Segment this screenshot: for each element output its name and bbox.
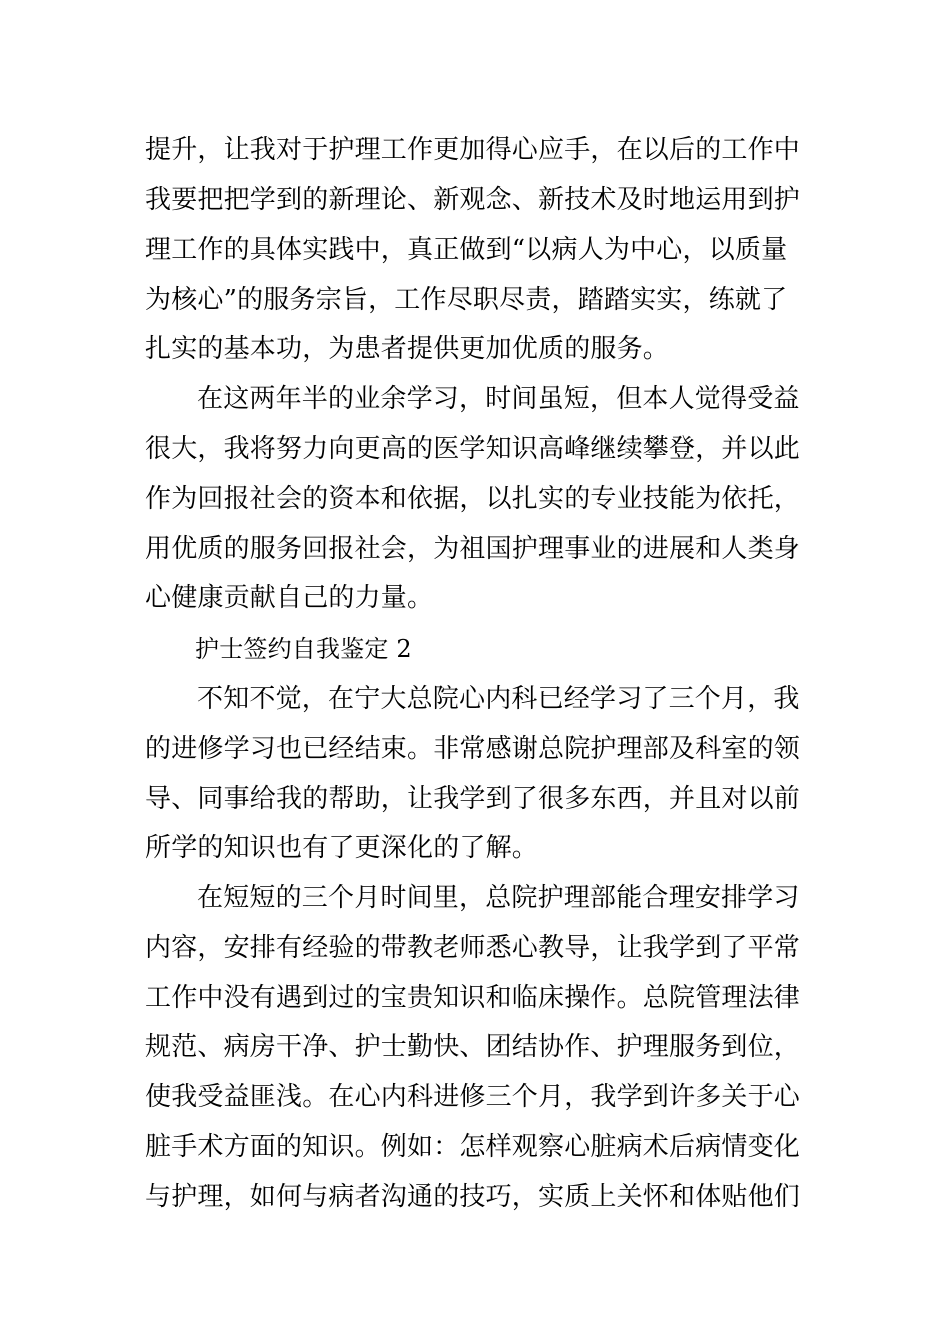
paragraph-1-line-3: 理工作的具体实践中，真正做到“以病人为中心，以质量: [145, 235, 788, 265]
paragraph-2-line-5: 心健康贡献自己的力量。: [145, 583, 434, 613]
paragraph-4-line-1: 在短短的三个月时间里，总院护理部能合理安排学习: [197, 883, 800, 913]
paragraph-3-line-2: 的进修学习也已经结束。非常感谢总院护理部及科室的领: [145, 734, 801, 764]
paragraph-2-line-3: 作为回报社会的资本和依据，以扎实的专业技能为依托，: [145, 484, 801, 514]
paragraph-4-line-7: 与护理，如何与病者沟通的技巧，实质上关怀和体贴他们: [145, 1182, 801, 1212]
paragraph-2-line-2: 很大，我将努力向更高的医学知识高峰继续攀登，并以此: [145, 434, 801, 464]
paragraph-1-line-1: 提升，让我对于护理工作更加得心应手，在以后的工作中: [145, 135, 801, 165]
paragraph-4-line-2: 内容，安排有经验的带教老师悉心教导，让我学到了平常: [145, 933, 801, 963]
paragraph-3-line-4: 所学的知识也有了更深化的了解。: [145, 833, 539, 863]
section-heading: 护士签约自我鉴定 2: [195, 635, 412, 663]
paragraph-4-line-3: 工作中没有遇到过的宝贵知识和临床操作。总院管理法律: [145, 983, 801, 1013]
paragraph-4-line-4: 规范、病房干净、护士勤快、团结协作、护理服务到位，: [145, 1032, 801, 1062]
paragraph-3-line-3: 导、同事给我的帮助，让我学到了很多东西，并且对以前: [145, 784, 801, 814]
paragraph-1-line-5: 扎实的基本功，为患者提供更加优质的服务。: [145, 334, 670, 364]
paragraph-4-line-6: 脏手术方面的知识。例如：怎样观察心脏病术后病情变化: [145, 1132, 801, 1162]
paragraph-3-line-1: 不知不觉，在宁大总院心内科已经学习了三个月，我: [197, 684, 800, 714]
paragraph-1-line-2: 我要把把学到的新理论、新观念、新技术及时地运用到护: [145, 185, 801, 215]
paragraph-2-line-1: 在这两年半的业余学习，时间虽短，但本人觉得受益: [197, 384, 800, 414]
paragraph-4-line-5: 使我受益匪浅。在心内科进修三个月，我学到许多关于心: [145, 1082, 801, 1112]
paragraph-2-line-4: 用优质的服务回报社会，为祖国护理事业的进展和人类身: [145, 534, 801, 564]
paragraph-1-line-4: 为核心”的服务宗旨，工作尽职尽责，踏踏实实，练就了: [145, 285, 788, 315]
